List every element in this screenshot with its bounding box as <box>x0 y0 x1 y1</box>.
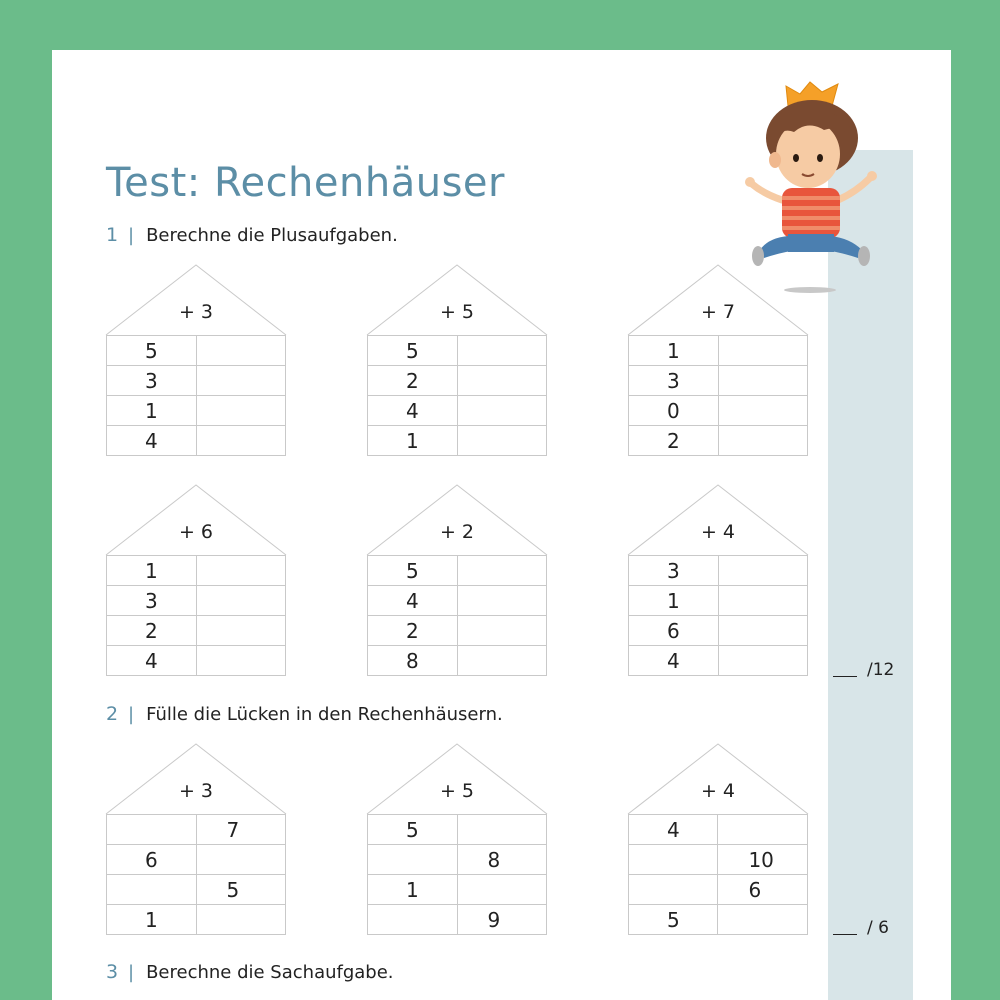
house-table <box>106 555 286 676</box>
house-cell-left[interactable] <box>629 845 718 875</box>
calculation-house <box>628 744 808 941</box>
house-cell-left[interactable]: 0 <box>629 396 719 426</box>
house-cell-left[interactable]: 2 <box>629 426 719 456</box>
house-cell-left[interactable] <box>368 845 458 875</box>
house-cell-right[interactable] <box>718 586 807 616</box>
house-row <box>629 905 808 935</box>
calculation-house <box>106 744 286 941</box>
house-row <box>107 586 286 616</box>
house-row <box>368 336 547 366</box>
house-cell-left[interactable]: 3 <box>629 556 719 586</box>
house-cell-right[interactable]: 7 <box>196 815 285 845</box>
house-cell-right[interactable] <box>457 815 546 845</box>
house-cell-right[interactable] <box>196 366 285 396</box>
house-row <box>368 586 547 616</box>
house-operation: + 4 <box>700 780 736 802</box>
house-row <box>107 336 286 366</box>
house-cell-right[interactable] <box>718 556 807 586</box>
task-instruction: Fülle die Lücken in den Rechenhäusern. <box>146 703 503 725</box>
house-cell-left[interactable]: 1 <box>629 336 719 366</box>
house-operation: + 3 <box>178 780 214 802</box>
house-row <box>629 336 808 366</box>
house-cell-right[interactable] <box>196 336 285 366</box>
task-separator: | <box>128 703 135 725</box>
house-cell-left[interactable] <box>107 815 197 845</box>
house-cell-left[interactable]: 3 <box>107 586 197 616</box>
house-table <box>106 335 286 456</box>
house-row <box>629 426 808 456</box>
house-cell-right[interactable] <box>457 616 546 646</box>
house-cell-right[interactable] <box>718 616 807 646</box>
boy-illustration <box>738 80 888 295</box>
house-table <box>367 814 547 935</box>
house-row <box>368 905 547 935</box>
house-cell-left[interactable]: 3 <box>107 366 197 396</box>
house-operation: + 6 <box>178 521 214 543</box>
house-cell-left[interactable]: 4 <box>629 646 719 676</box>
house-row <box>368 815 547 845</box>
task-instruction: Berechne die Plusaufgaben. <box>146 224 398 246</box>
house-row <box>629 845 808 875</box>
page-title: Test: Rechenhäuser <box>106 160 505 206</box>
score-blank[interactable] <box>833 934 857 935</box>
house-operation: + 3 <box>178 301 214 323</box>
calculation-house <box>628 265 808 462</box>
house-cell-left[interactable]: 4 <box>368 396 458 426</box>
house-row <box>368 426 547 456</box>
task-instruction: Berechne die Sachaufgabe. <box>146 961 394 983</box>
house-row <box>368 845 547 875</box>
house-cell-right[interactable] <box>718 366 807 396</box>
house-cell-left[interactable]: 1 <box>368 875 458 905</box>
house-cell-left[interactable]: 3 <box>629 366 719 396</box>
house-cell-left[interactable]: 1 <box>368 426 458 456</box>
house-cell-right[interactable] <box>196 586 285 616</box>
house-row <box>107 366 286 396</box>
calculation-house <box>628 485 808 682</box>
calculation-house <box>367 265 547 462</box>
house-cell-right[interactable] <box>457 336 546 366</box>
house-row <box>368 616 547 646</box>
house-cell-left[interactable]: 1 <box>629 586 719 616</box>
house-cell-left[interactable]: 4 <box>629 815 718 845</box>
task-number: 3 <box>106 961 119 983</box>
score-task-1 <box>833 660 894 680</box>
house-cell-right[interactable] <box>718 396 807 426</box>
calculation-house <box>106 265 286 462</box>
house-cell-right[interactable] <box>718 336 807 366</box>
house-cell-left[interactable]: 4 <box>107 646 197 676</box>
calculation-house <box>367 744 547 941</box>
house-cell-left[interactable]: 6 <box>629 616 719 646</box>
house-table <box>628 555 808 676</box>
house-cell-right[interactable] <box>196 646 285 676</box>
house-row <box>629 815 808 845</box>
house-row <box>107 815 286 845</box>
house-cell-right[interactable]: 8 <box>457 845 546 875</box>
house-row <box>368 556 547 586</box>
house-cell-right[interactable] <box>196 845 285 875</box>
calculation-house <box>106 485 286 682</box>
house-cell-left[interactable]: 5 <box>629 905 718 935</box>
house-row <box>107 556 286 586</box>
house-row <box>368 875 547 905</box>
house-row <box>368 366 547 396</box>
house-table <box>628 335 808 456</box>
house-row <box>629 366 808 396</box>
house-row <box>107 646 286 676</box>
calculation-house <box>367 485 547 682</box>
house-cell-right[interactable]: 5 <box>196 875 285 905</box>
house-row <box>368 646 547 676</box>
task-separator: | <box>128 961 135 983</box>
house-cell-right[interactable] <box>196 616 285 646</box>
house-row <box>107 875 286 905</box>
house-cell-right[interactable] <box>196 556 285 586</box>
house-cell-right[interactable] <box>457 396 546 426</box>
house-cell-left[interactable] <box>107 875 197 905</box>
house-cell-left[interactable] <box>368 905 458 935</box>
house-cell-right[interactable] <box>718 646 807 676</box>
house-cell-right[interactable] <box>718 426 807 456</box>
house-cell-right[interactable]: 9 <box>457 905 546 935</box>
house-cell-left[interactable]: 2 <box>368 366 458 396</box>
house-cell-right[interactable] <box>196 396 285 426</box>
house-table <box>367 335 547 456</box>
house-cell-left[interactable]: 2 <box>368 616 458 646</box>
house-row <box>629 396 808 426</box>
task-3-heading <box>106 961 394 983</box>
house-operation: + 5 <box>439 780 475 802</box>
house-cell-left[interactable]: 5 <box>368 556 458 586</box>
score-blank[interactable] <box>833 676 857 677</box>
house-cell-right[interactable]: 10 <box>718 845 808 875</box>
house-table <box>367 555 547 676</box>
house-cell-right[interactable] <box>457 646 546 676</box>
house-cell-left[interactable]: 6 <box>107 845 197 875</box>
house-row <box>629 875 808 905</box>
house-row <box>629 646 808 676</box>
house-cell-left[interactable]: 2 <box>107 616 197 646</box>
task-1-heading <box>106 224 398 246</box>
house-cell-left[interactable] <box>629 875 718 905</box>
task-2-heading <box>106 703 503 725</box>
house-cell-left[interactable]: 5 <box>368 336 458 366</box>
house-row <box>107 396 286 426</box>
house-table <box>628 814 808 935</box>
house-cell-right[interactable] <box>457 556 546 586</box>
house-table <box>106 814 286 935</box>
house-operation: + 4 <box>700 521 736 543</box>
house-cell-right[interactable]: 6 <box>718 875 808 905</box>
house-row <box>107 845 286 875</box>
task-number: 1 <box>106 224 119 246</box>
house-cell-left[interactable]: 4 <box>368 586 458 616</box>
score-max: /12 <box>867 660 895 680</box>
house-cell-right[interactable] <box>457 586 546 616</box>
house-row <box>107 616 286 646</box>
house-cell-right[interactable] <box>457 366 546 396</box>
house-cell-left[interactable]: 5 <box>368 815 458 845</box>
house-cell-right[interactable] <box>718 815 808 845</box>
house-cell-right[interactable] <box>196 426 285 456</box>
house-row <box>629 586 808 616</box>
house-operation: + 5 <box>439 301 475 323</box>
house-cell-left[interactable]: 1 <box>107 905 197 935</box>
house-row <box>107 905 286 935</box>
house-row <box>629 616 808 646</box>
house-cell-right[interactable] <box>457 875 546 905</box>
score-task-2 <box>833 918 889 938</box>
house-row <box>107 426 286 456</box>
score-max: / 6 <box>867 918 889 938</box>
task-number: 2 <box>106 703 119 725</box>
house-operation: + 7 <box>700 301 736 323</box>
house-cell-left[interactable]: 5 <box>107 336 197 366</box>
house-cell-left[interactable]: 1 <box>107 556 197 586</box>
house-cell-left[interactable]: 4 <box>107 426 197 456</box>
house-cell-right[interactable] <box>718 905 808 935</box>
house-operation: + 2 <box>439 521 475 543</box>
house-cell-right[interactable] <box>457 426 546 456</box>
house-cell-right[interactable] <box>196 905 285 935</box>
house-cell-left[interactable]: 1 <box>107 396 197 426</box>
task-separator: | <box>128 224 135 246</box>
house-row <box>629 556 808 586</box>
house-cell-left[interactable]: 8 <box>368 646 458 676</box>
house-row <box>368 396 547 426</box>
